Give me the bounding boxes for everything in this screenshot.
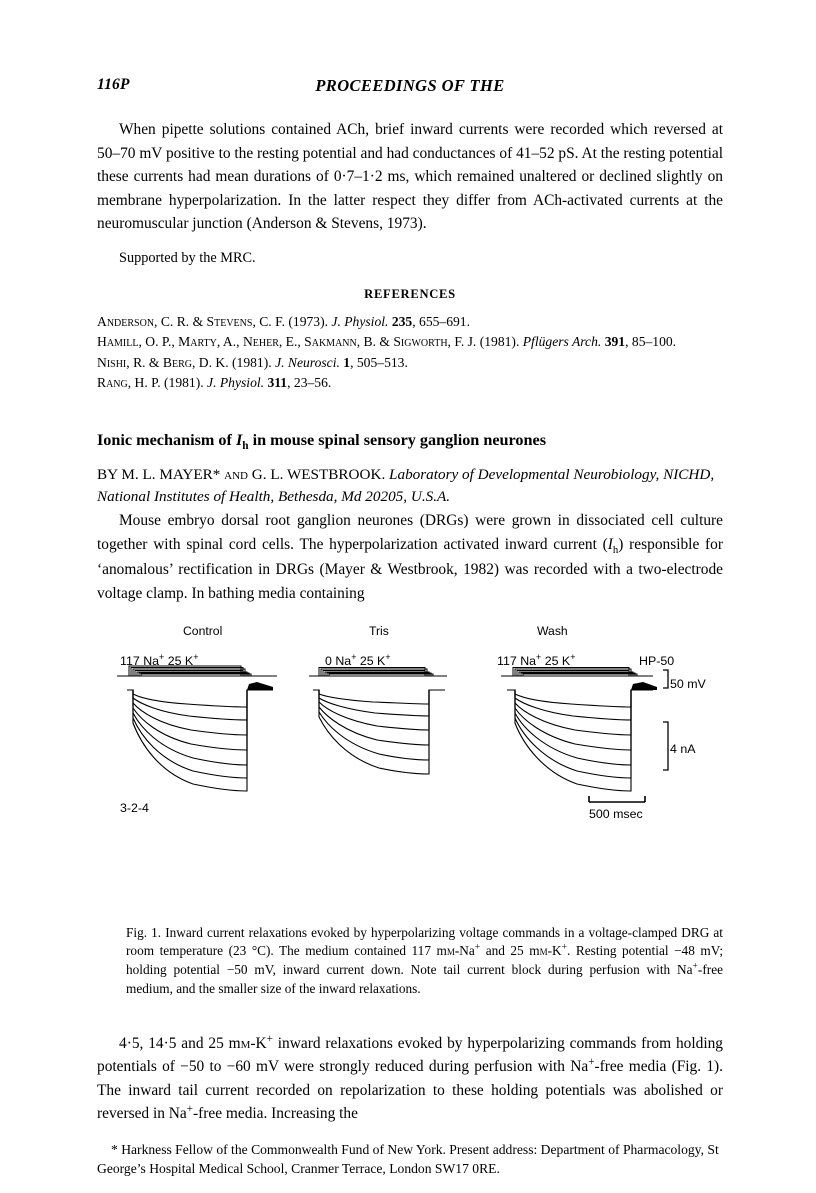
article-title-symbol: I <box>235 430 243 449</box>
paragraph-bottom: 4·5, 14·5 and 25 mm-K+ inward relaxations evoked by hyperpolarizing commands from holding potentials of −50 to −60 mV were strongly reduced during perfusion with Na+-free media (Fig. 1). The inward tail current recorded on repolarization to these holding potentials was abolished or reversed in Na+-free media. Increasing the <box>97 1032 724 1123</box>
paragraph-abstract-continued: When pipette solutions contained ACh, brief inward currents were recorded which reversed at 50–70 mV positive to the resting potential and had conductances of 41–52 pS. At the resting potential these currents had mean durations of 0·7–1·2 ms, which remained unaltered or declined slightly on membrane hyperpolarization. In the latter respect they differ from ACh-activated currents at the neuromuscular junction (Anderson & Stevens, 1973). <box>97 121 723 233</box>
figure-traces <box>97 624 723 824</box>
article-title-subscript: h <box>242 439 249 452</box>
article-abstract <box>97 509 723 605</box>
panel-title-wash: Wash <box>537 623 568 638</box>
references-heading: REFERENCES <box>364 286 456 301</box>
byline-by: BY <box>97 465 122 483</box>
article-title-pre: Ionic mechanism of <box>97 430 236 449</box>
references-list <box>97 312 723 393</box>
abstract-symbol: I <box>607 535 613 553</box>
abstract-post: ) responsible for ‘anomalous’ rectification in DRGs (Mayer & Westbrook, 1982) was recorded with a two-electrode voltage clamp. In bathing media containing <box>97 535 723 602</box>
figure-caption: Fig. 1. Inward current relaxations evoked by hyperpolarizing voltage commands in a voltage-clamped DRG at room temperature (23 °C). The medium contained 117 mm-Na+ and 25 mm-K+. Resting potential −48 mV; holding potential −50 mV, inward current down. Note tail current block during perfusion with Na+-free medium, and the smaller size of the inward relaxations. <box>126 924 724 997</box>
panel-title-control: Control <box>183 623 223 638</box>
scale-label-time: 500 msec <box>589 806 643 821</box>
figure-1 <box>97 623 724 997</box>
panel-solution-control: 117 Na+ 25 K+ <box>120 651 199 668</box>
paragraph-supported: Supported by the MRC. <box>119 249 256 266</box>
folio-number: 116P <box>97 76 130 93</box>
running-title: PROCEEDINGS OF THE <box>315 76 505 95</box>
page-content <box>97 76 723 1193</box>
reference-item: Rang, H. P. (1981). J. Physiol. 311, 23–56. <box>97 375 332 391</box>
article-title-post: in mouse spinal sensory ganglion neurones <box>248 430 546 449</box>
abstract-subscript: h <box>612 543 619 556</box>
panel-solution-tris: 0 Na+ 25 K+ <box>325 651 391 668</box>
article-byline <box>97 464 723 510</box>
byline-authors: M. L. MAYER* and G. L. WESTBROOK. <box>121 465 386 483</box>
panel-title-tris: Tris <box>369 623 389 638</box>
reference-item: Nishi, R. & Berg, D. K. (1981). J. Neurosci. 1, 505–513. <box>97 354 408 370</box>
article-title <box>97 429 723 455</box>
holding-potential-label: HP-50 <box>639 653 675 668</box>
panel-solution-wash: 117 Na+ 25 K+ <box>497 651 576 668</box>
figure-corner-code: 3-2-4 <box>120 800 149 815</box>
page-header <box>97 76 723 104</box>
reference-item: Anderson, C. R. & Stevens, C. F. (1973). J. Physiol. 235, 655–691. <box>97 313 470 329</box>
byline-affiliation: Laboratory of Developmental Neurobiology, NICHD, National Institutes of Health, Bethesda, Md 20205, U.S.A. <box>97 465 715 506</box>
scale-label-current: 4 nA <box>670 741 696 756</box>
scale-label-voltage: 50 mV <box>670 676 706 691</box>
reference-item: Hamill, O. P., Marty, A., Neher, E., Sakmann, B. & Sigworth, F. J. (1981). Pflügers Arch. 391, 85–100. <box>97 334 677 350</box>
abstract-pre: Mouse embryo dorsal root ganglion neurones (DRGs) were grown in dissociated cell culture together with spinal cord cells. The hyperpolarization activated inward current ( <box>97 512 723 553</box>
footnote: * Harkness Fellow of the Commonwealth Fund of New York. Present address: Department of Pharmacology, St George’s Hospital Medical School, Cranmer Terrace, London SW17 0RE. <box>97 1141 719 1177</box>
